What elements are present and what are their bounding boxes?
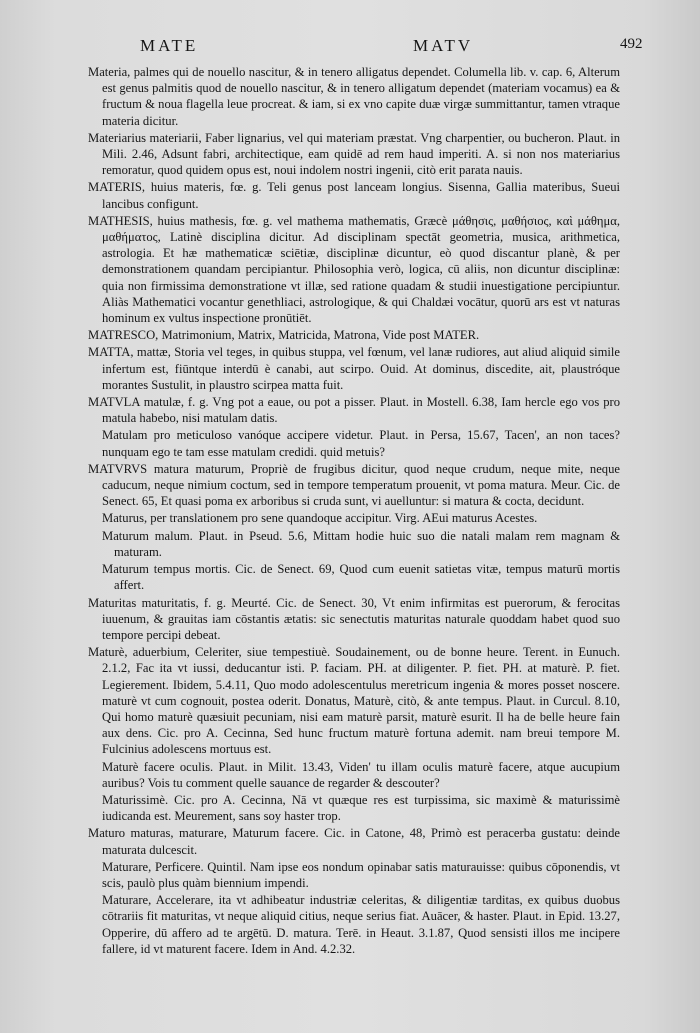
entry-matresco: MATRESCO, Matrimonium, Matrix, Matricida, Matrona, Vide post MATER. xyxy=(88,328,480,343)
running-header xyxy=(0,36,700,60)
header-left-catchword: MATE xyxy=(140,36,199,55)
entry-maturo: Maturo maturas, maturare, Maturum facere. Cic. in Catone, 48, Primò est peracerba gustatu: deinde maturata dulcescit. xyxy=(88,826,620,857)
subentry-maturare-accelerare: Maturare, Accelerare, ita vt adhibeatur industriæ celeritas, & diligentiæ tarditas, ex quibus duobus cōtrariis fit maturitas, vt neque aliquid citius, neque serius fiat. Auācer, & haster. Plaut. in Epid. 13.27, Opperire, dū affero ad te argētū. D. matura. Terē. in Heaut. 3.1.87, Quod sensisti illos me incipere fallere, id vt maturent facere. Idem in And. 4.2.32. xyxy=(102,893,620,956)
entry-matta: MATTA, mattæ, Storia vel teges, in quibus stuppa, vel fœnum, vel lanæ rudiores, aut aliud aliquid simile infertum est, fiūntque interdū è canabi, aut scirpo. Ouid. At dominus, discedite, ait, plaustróque morantes Sustulit, in plaustro scirpea matta fuit. xyxy=(88,345,620,392)
subentry-maturum-tempus: Maturum tempus mortis. Cic. de Senect. 69, Quod cum euenit satietas vitæ, tempus maturū mortis affert. xyxy=(102,562,620,593)
dictionary-text-block xyxy=(88,64,620,958)
subentry-maturissime: Maturissimè. Cic. pro A. Cecinna, Nā vt quæque res est turpissima, sic maximè & maturissimè iudicanda est. Meurement, sans soy haster trop. xyxy=(102,792,620,824)
header-right-catchword: MATV xyxy=(413,36,474,55)
subentry-mature-facere: Maturè facere oculis. Plaut. in Milit. 13.43, Viden' tu illam oculis maturè facere, atque aucupium auribus? Vois tu comment quelle sauance de regarder & descouter? xyxy=(102,759,620,790)
entry-maturus: MATVRVS matura maturum, Propriè de frugibus dicitur, quod neque crudum, neque mite, neque caducum, neque nimium coctum, sed in tempore temperatum prouenit, vt poma matura. Meur. Cic. de Senect. 65, Et quasi poma ex arboribus si cruda sunt, vi auelluntur: si matura & cocta, decidunt. xyxy=(88,461,620,509)
entry-maturitas: Maturitas maturitatis, f. g. Meurté. Cic. de Senect. 30, Vt enim infirmitas est puerorum, & ferocitas iuuenum, & grauitas iam cōstantis ætatis: sic senectutis maturitas naturale quoddam habet quod suo tempore percipi debeat. xyxy=(88,595,620,642)
subentry-maturum-malum: Maturum malum. Plaut. in Pseud. 5.6, Mittam hodie huic suo die natali malam rem magnam & maturam. xyxy=(102,528,620,559)
entry-mathesis: MATHESIS, huius mathesis, fœ. g. vel mathema mathematis, Græcè μάθησις, μαθήσιος, καὶ μάθημα, μαθήματος, Latinè disciplina dicitur. Ad disciplinam spectāt geometria, musica, arithmetica, astrologia. Et hæ mathematicæ sciētiæ, disciplinæ dicuntur, eò quod discantur planè, & per demonstrationem quandam percipiantur. Philosophia verò, logica, cū aliis, non dicuntur disciplinæ: quia non firmissima demonstratione vt illæ, sed ratione quadam & studii inuestigatione percipiuntur. Aliàs Mathematici vocantur genethliaci, astrologique, & qui Chaldæi vocātur, quorū ars est vt naturas hominum ex vultus inspectione pronūtiēt. xyxy=(88,213,620,326)
entry-materia: Materia, palmes qui de nouello nascitur, & in tenero alligatus dependet. Columella lib. v. cap. 6, Alterum est genus palmitis quod de nouello nascitur, & in tenero alligatum dependet (materiam vocamus) ea & fructum & noua flagella leue procreat. & iam, si ex vno capite duæ virgæ summittantur, tamen vtraque materia dicitur. xyxy=(88,65,620,128)
subentry-matula-meticuloso: Matulam pro meticuloso vanóque accipere videtur. Plaut. in Persa, 15.67, Tacen', an non taces? nunquam ego te tam esse matulam credidi. quid metuis? xyxy=(102,428,620,459)
entry-matula: MATVLA matulæ, f. g. Vng pot a eaue, ou pot a pisser. Plaut. in Mostell. 6.38, Iam hercle ego vos pro matula habebo, nisi matulam datis. xyxy=(88,395,620,426)
entry-materis: MATERIS, huius materis, fœ. g. Teli genus post lanceam longius. Sisenna, Gallia materibus, Sueui lancibus configunt. xyxy=(88,180,620,211)
subentry-maturus-translatio: Maturus, per translationem pro sene quandoque accipitur. Virg. AEui maturus Acestes. xyxy=(102,511,538,526)
entry-materiarius: Materiarius materiarii, Faber lignarius, vel qui materiam præstat. Vng charpentier, ou bucheron. Plaut. in Mili. 2.46, Adsunt fabri, architectique, eam quidē ad rem haud imperiti. A. si non nos materiarius remoratur, quod quidem opus est, noui indolem nostri ingenii, citò erit parata nauis. xyxy=(88,130,620,178)
subentry-maturare-perficere: Maturare, Perficere. Quintil. Nam ipse eos nondum opinabar satis maturauisse: quibus cōponendis, vt scis, paulò plus quàm biennium impendi. xyxy=(102,859,620,890)
entry-mature: Maturè, aduerbium, Celeriter, siue tempestiuè. Soudainement, ou de bonne heure. Terent. in Eunuch. 2.1.2, Fac ita vt iussi, deducantur isti. P. faciam. PH. at diligenter. P. fiet. PH. at maturè. P. fiet. Legierement. Ibidem, 5.4.11, Quo modo adolescentulus meretricum ingenia & mores posset noscere. maturè vt cum cognouit, postea oderit. Donatus, Maturè, citò, & ante tempus. Plaut. in Curcul. 8.10, Qui homo maturè quæsiuit pecuniam, nisi eam maturè parsit, maturè esurit. Il ha de belle heure fain aux dens. Cic. pro A. Cecinna, Sed hunc fructum maturè fortuna ademit. nam breui tempore M. Fulcinius adolescens mortuus est. xyxy=(88,645,620,757)
page-number: 492 xyxy=(620,36,643,52)
